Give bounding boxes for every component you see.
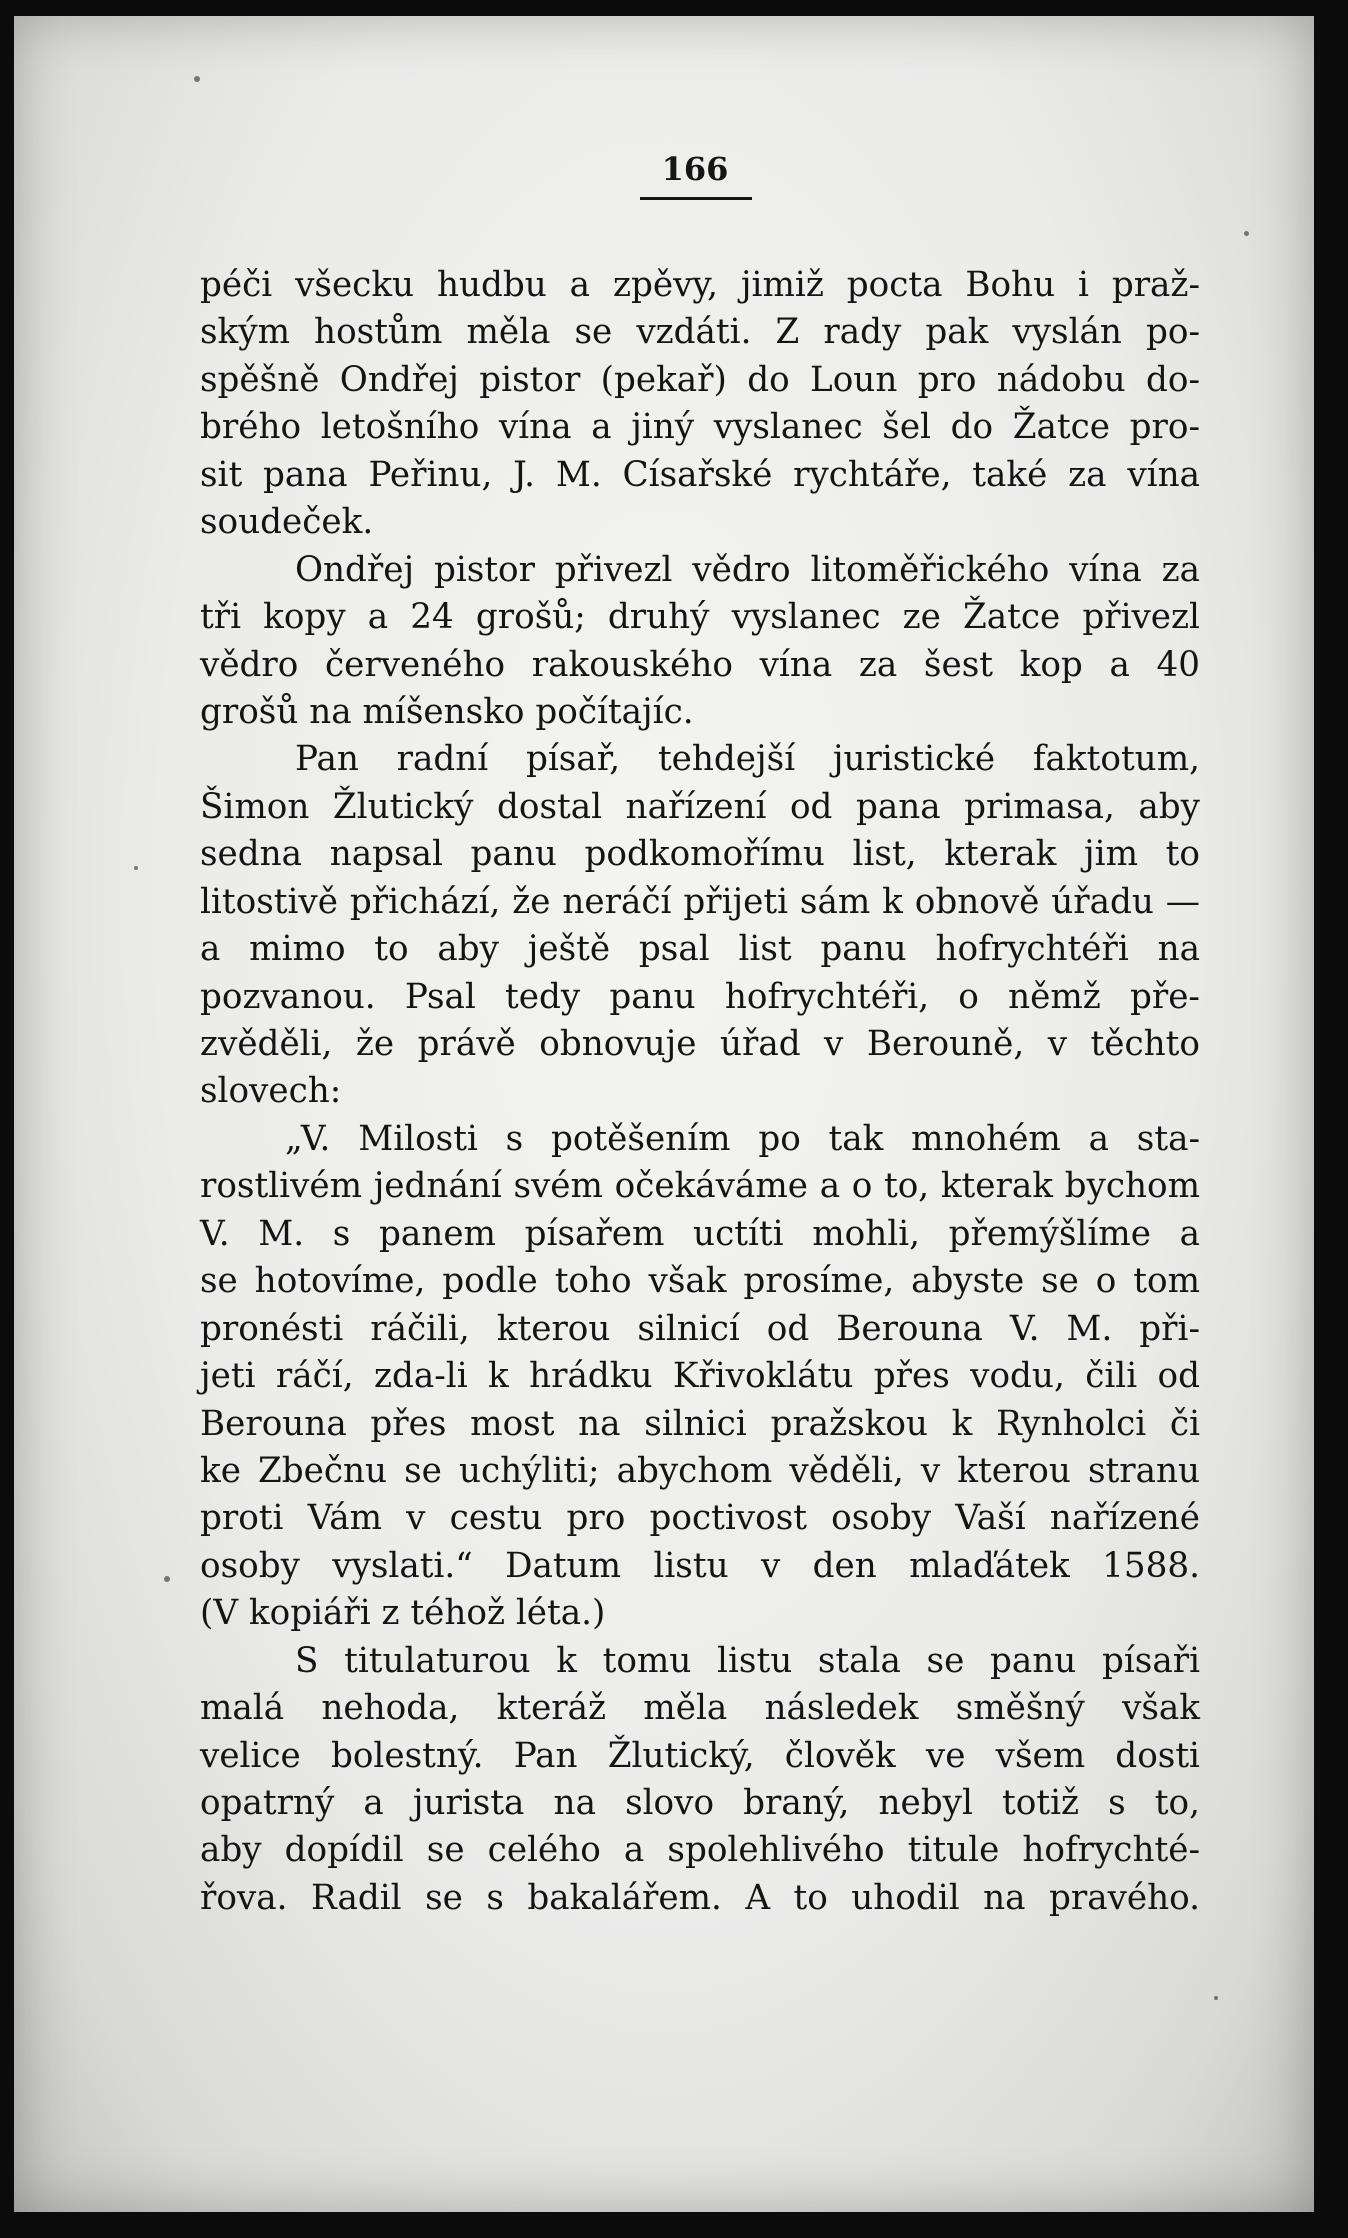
text-line: soudeček. xyxy=(200,502,374,543)
page-number-rule xyxy=(640,197,752,200)
text-line: Šimon Žlutický dostal nařízení od pana primasa, aby xyxy=(200,786,1200,827)
text-line: opatrný a jurista na slovo braný, nebyl totiž s to, xyxy=(200,1783,1200,1823)
body-text xyxy=(200,262,1200,1922)
text-line: zvěděli, že právě obnovuje úřad v Berouně, v těchto xyxy=(200,1024,1200,1064)
text-line: řova. Radil se s bakalářem. A to uhodil na pravého. xyxy=(200,1877,1200,1918)
text-line: jeti ráčí, zda-li k hrádku Křivoklátu přes vodu, čili od xyxy=(200,1356,1200,1397)
text-line: pozvanou. Psal tedy panu hofrychtéři, o němž pře- xyxy=(200,976,1200,1017)
paper-speck xyxy=(134,866,138,870)
text-line: Pan radní písař, tehdejší juristické faktotum, xyxy=(295,739,1200,780)
paper-speck xyxy=(1244,231,1249,236)
text-line: (V kopiáři z téhož léta.) xyxy=(200,1593,606,1634)
text-line: brého letošního vína a jiný vyslanec šel do Žatce pro- xyxy=(200,407,1200,448)
text-line: péči všecku hudbu a zpěvy, jimiž pocta Bohu i praž- xyxy=(200,265,1200,305)
paper-speck xyxy=(194,76,200,82)
text-line: „V. Milosti s potěšením po tak mnohém a sta- xyxy=(285,1118,1200,1159)
text-line: sedna napsal panu podkomořímu list, kterak jim to xyxy=(200,834,1200,875)
text-line: aby dopídil se celého a spolehlivého titule hofrychté- xyxy=(200,1830,1200,1871)
text-line: velice bolestný. Pan Žlutický, člověk ve všem dosti xyxy=(200,1735,1200,1776)
text-line: Ondřej pistor přivezl vědro litoměřického vína za xyxy=(295,549,1200,590)
page-number: 166 xyxy=(661,150,729,188)
text-line: slovech: xyxy=(200,1071,342,1112)
text-line: Berouna přes most na silnici pražskou k Rynholci či xyxy=(200,1403,1200,1444)
text-line: sit pana Peřinu, J. M. Císařské rychtáře, také za vína xyxy=(200,454,1200,495)
text-line: se hotovíme, podle toho však prosíme, abyste se o tom xyxy=(200,1261,1200,1302)
text-line: ským hostům měla se vzdáti. Z rady pak vyslán po- xyxy=(200,312,1200,353)
text-line: S titulaturou k tomu listu stala se panu písaři xyxy=(295,1640,1200,1681)
text-line: a mimo to aby ještě psal list panu hofrychtéři na xyxy=(200,929,1200,970)
text-line: osoby vyslati.“ Datum listu v den mlaďátek 1588. xyxy=(200,1545,1200,1586)
paper-speck xyxy=(164,1576,170,1582)
text-line: pronésti ráčili, kterou silnicí od Berouna V. M. při- xyxy=(200,1308,1200,1349)
text-line: proti Vám v cestu pro poctivost osoby Vaší nařízené xyxy=(200,1498,1200,1539)
text-line: ke Zbečnu se uchýliti; abychom věděli, v kterou stranu xyxy=(200,1450,1200,1491)
text-line: rostlivém jednání svém očekáváme a o to, kterak bychom xyxy=(200,1166,1200,1207)
paper-speck xyxy=(1214,1996,1218,2000)
text-line: malá nehoda, kteráž měla následek směšný však xyxy=(200,1688,1200,1729)
text-line: tři kopy a 24 grošů; druhý vyslanec ze Žatce přivezl xyxy=(200,597,1200,638)
text-line: litostivě přichází, že neráčí přijeti sám k obnově úřadu — xyxy=(200,881,1200,922)
text-line: vědro červeného rakouského vína za šest kop a 40 xyxy=(200,644,1200,685)
text-line: grošů na míšensko počítajíc. xyxy=(200,691,694,732)
text-line: spěšně Ondřej pistor (pekař) do Loun pro nádobu do- xyxy=(200,359,1200,400)
text-line: V. M. s panem písařem uctíti mohli, přemýšlíme a xyxy=(200,1213,1200,1254)
